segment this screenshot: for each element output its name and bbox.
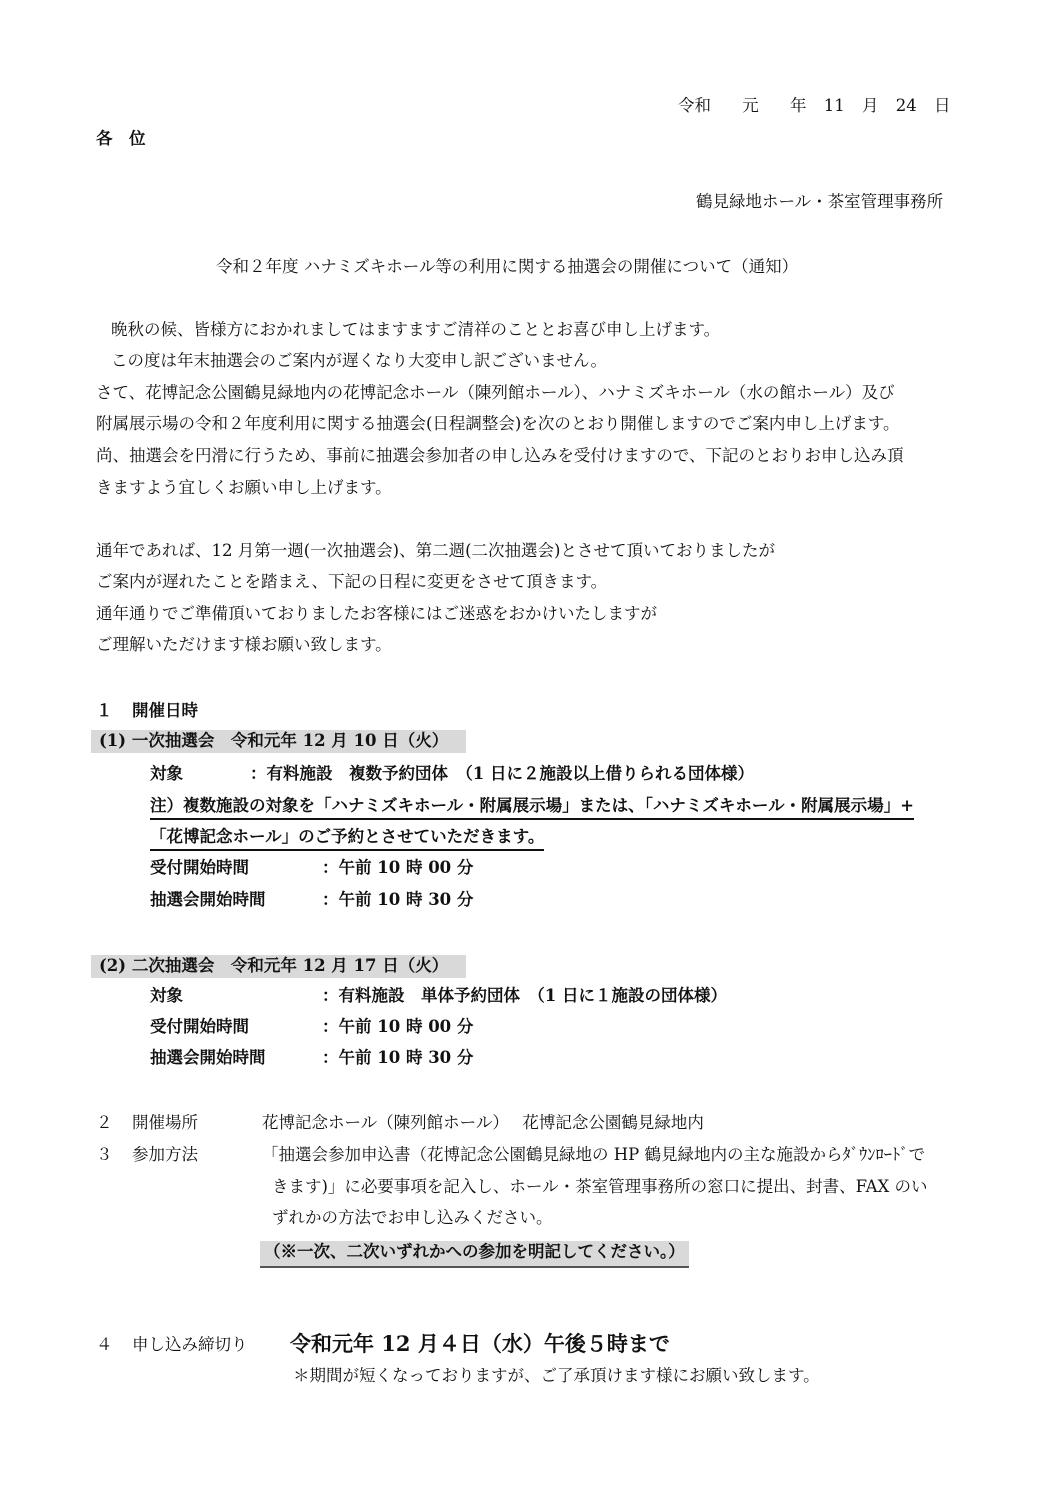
section3-emphasis: （※一次、二次いずれかへの参加を明記してください。）	[260, 1241, 689, 1268]
section3-label: 参加方法	[132, 1145, 198, 1164]
first-lottery-title: (1) 一次抽選会 令和元年 12 月 10 日（火）	[91, 730, 466, 753]
section4-number: ４	[96, 1335, 113, 1354]
second-reception-label: 受付開始時間	[150, 1017, 249, 1036]
date-year-unit: 年	[790, 96, 807, 115]
intro-line: 尚、抽選会を円滑に行うため、事前に抽選会参加者の申し込みを受付けますので、下記のとおりお申し込み頂	[96, 446, 904, 465]
first-target-label: 対象	[150, 764, 183, 783]
notice-line: 通年であれば、12 月第一週(一次抽選会)、第二週(二次抽選会)とさせて頂いておりましたが	[96, 541, 775, 560]
date-day-unit: 日	[934, 96, 951, 115]
second-reception-value: ：午前 10 時 00 分	[322, 1017, 474, 1036]
section2-number: ２	[96, 1113, 113, 1132]
notice-line: ご理解いただけます様お願い致します。	[96, 635, 392, 654]
intro-line: きますよう宜しくお願い申し上げます。	[96, 478, 392, 497]
date-day: 24	[895, 96, 917, 115]
section4-label: 申し込み締切り	[132, 1335, 248, 1354]
document-date	[678, 98, 951, 115]
addressee: 各 位	[96, 129, 146, 148]
notice-line: 通年通りでご準備頂いておりましたお客様にはご迷惑をおかけいたしますが	[96, 604, 657, 623]
intro-line: 晩秋の候、皆様方におかれましてはますますご清祥のこととお喜び申し上げます。	[111, 320, 721, 339]
section2-label: 開催場所	[132, 1113, 198, 1132]
first-lottery-label: 抽選会開始時間	[150, 890, 266, 909]
date-year: 元	[742, 96, 759, 115]
document-title: 令和２年度 ハナミズキホール等の利用に関する抽選会の開催について（通知）	[216, 257, 799, 276]
second-target-value: ：有料施設 単体予約団体 （1 日に１施設の団体様）	[322, 986, 727, 1005]
intro-line: 附属展示場の令和２年度利用に関する抽選会(日程調整会)を次のとおり開催しますのでご案内申し上げます。	[96, 414, 900, 433]
date-month: 11	[823, 96, 845, 115]
date-era: 令和	[678, 96, 711, 115]
first-target-value: ：有料施設 複数予約団体 （1 日に２施設以上借りられる団体様）	[250, 764, 754, 783]
intro-line: この度は年末抽選会のご案内が遅くなり大変申し訳ございません。	[111, 351, 607, 370]
first-reception-value: ：午前 10 時 00 分	[322, 858, 474, 877]
section4-deadline: 令和元年 12 月４日（水）午後５時まで	[290, 1331, 670, 1356]
section1-number: １	[96, 701, 113, 720]
intro-line: さて、花博記念公園鶴見緑地内の花博記念ホール（陳列館ホール）、ハナミズキホール（水の館ホール）及び	[96, 383, 895, 402]
first-note-line2: 「花博記念ホール」のご予約とさせていただきます。	[150, 829, 544, 851]
section2-value: 花博記念ホール（陳列館ホール） 花博記念公園鶴見緑地内	[262, 1113, 704, 1132]
second-lottery-value: ：午前 10 時 30 分	[322, 1048, 474, 1067]
second-target-label: 対象	[150, 986, 183, 1005]
first-lottery-value: ：午前 10 時 30 分	[322, 890, 474, 909]
notice-line: ご案内が遅れたことを踏まえ、下記の日程に変更をさせて頂きます。	[96, 572, 608, 591]
section4-note: ＊期間が短くなっておりますが、ご了承頂けます様にお願い致します。	[293, 1366, 820, 1385]
section3-line: 「抽選会参加申込書（花博記念公園鶴見緑地の HP 鶴見緑地内の主な施設からﾀﾞｳﾝﾛｰﾄﾞで	[262, 1145, 925, 1164]
section3-number: ３	[96, 1145, 113, 1164]
second-lottery-label: 抽選会開始時間	[150, 1048, 266, 1067]
second-lottery-title: (2) 二次抽選会 令和元年 12 月 17 日（火）	[91, 955, 466, 978]
date-month-unit: 月	[862, 96, 879, 115]
section3-line: きます)」に必要事項を記入し、ホール・茶室管理事務所の窓口に提出、封書、FAX のい	[272, 1177, 928, 1196]
section1-heading: 開催日時	[132, 701, 198, 720]
first-note-line1: 注）複数施設の対象を「ハナミズキホール・附属展示場」または、「ハナミズキホール・附属展示場」+	[150, 798, 914, 820]
first-reception-label: 受付開始時間	[150, 858, 249, 877]
section3-line: ずれかの方法でお申し込みください。	[272, 1208, 553, 1227]
sender: 鶴見緑地ホール・茶室管理事務所	[696, 192, 944, 211]
